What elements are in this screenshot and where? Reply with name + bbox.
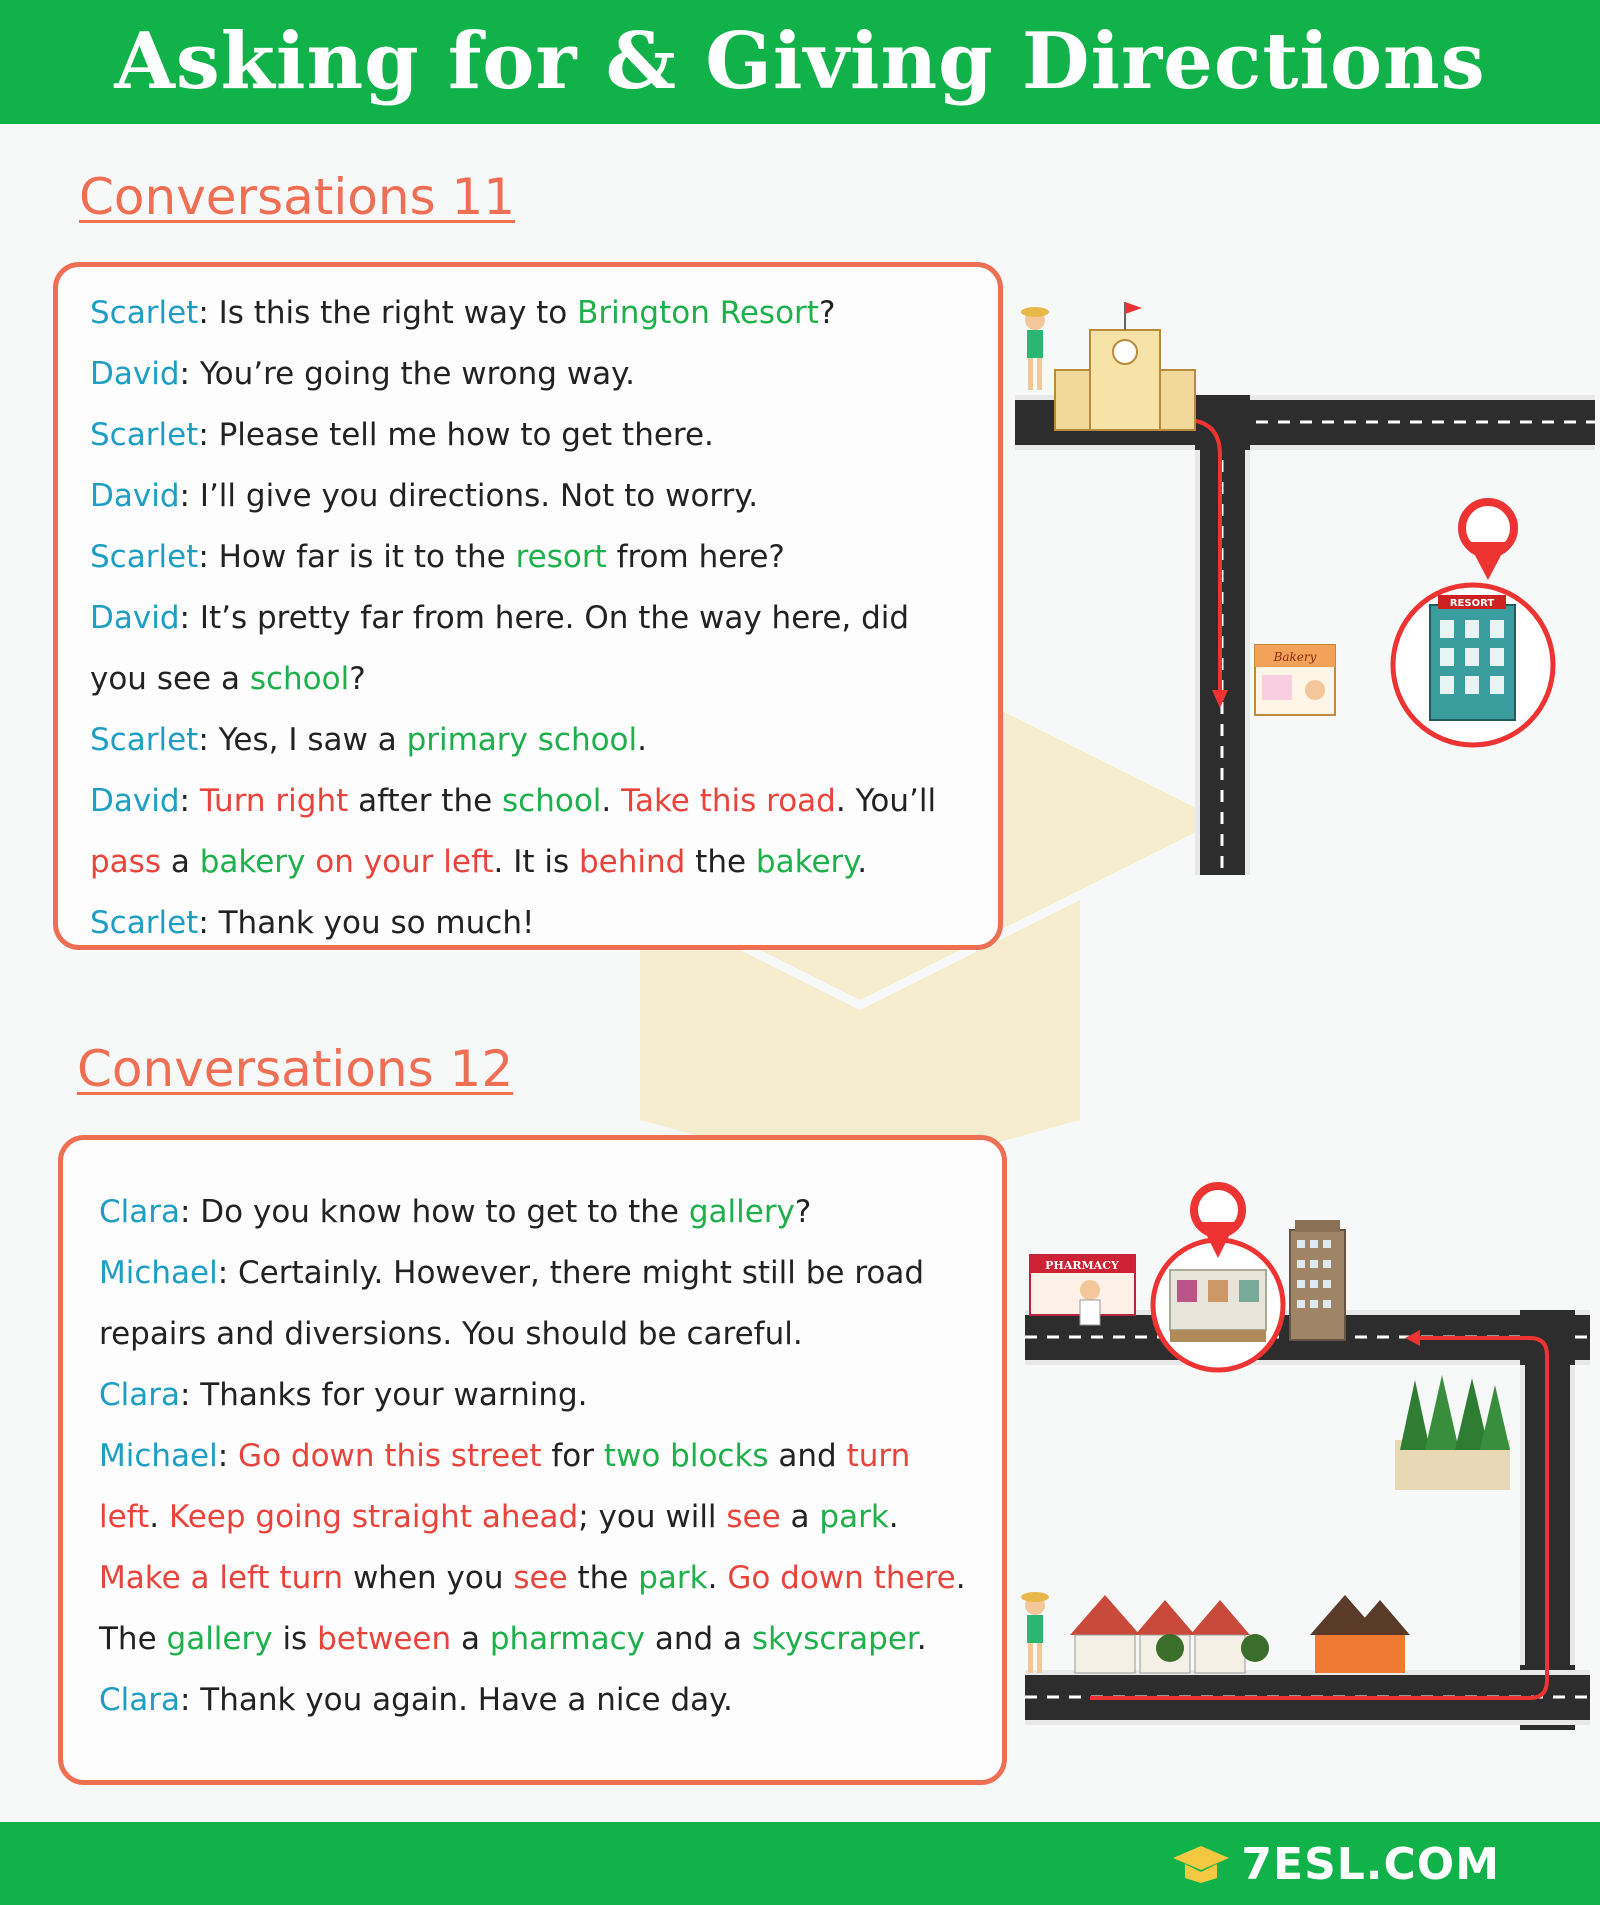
location-pin-icon [1462, 450, 1514, 580]
dialogue-text: . [916, 1621, 927, 1657]
dialogue-text: . It is [493, 844, 579, 880]
dialogue-line [90, 771, 998, 832]
speaker-name: Scarlet [90, 417, 199, 453]
dialogue-text: . [955, 1560, 966, 1596]
page-title: Asking for & Giving Directions [114, 16, 1486, 107]
dialogue-text: : [179, 783, 200, 819]
dialogue-line [90, 588, 998, 649]
dialogue-line [90, 466, 998, 527]
dialogue-text: . You’ll [835, 783, 937, 819]
footer-banner [0, 1822, 1600, 1905]
dialogue-line [90, 832, 998, 893]
dialogue-line [99, 1426, 1002, 1487]
dialogue-line [90, 893, 998, 954]
dialogue-text: ? [349, 661, 366, 697]
highlighted-phrase: primary school [406, 722, 638, 758]
dialogue-text: from here? [606, 539, 785, 575]
highlighted-phrase: school [502, 783, 602, 819]
dialogue-line [90, 527, 998, 588]
dialogue-text: the [685, 844, 756, 880]
dialogue-line [99, 1365, 1002, 1426]
highlighted-phrase: pharmacy [489, 1621, 645, 1657]
highlighted-phrase: left [99, 1499, 150, 1535]
highlighted-phrase: between [317, 1621, 452, 1657]
dialogue-text: . [707, 1560, 728, 1596]
dialogue-text: : How far is it to the [198, 539, 516, 575]
girl-figure-2 [1021, 1592, 1049, 1673]
site-logo [1171, 1836, 1500, 1892]
resort-sign-text: RESORT [1449, 598, 1495, 609]
dialogue-text: : Thanks for your warning. [180, 1377, 588, 1413]
dialogue-line [99, 1670, 1002, 1731]
speaker-name: Clara [99, 1377, 180, 1413]
title-banner [0, 0, 1600, 124]
dialogue-text: : Certainly. However, there might still be road [217, 1255, 925, 1291]
dialogue-line [99, 1182, 1002, 1243]
speaker-name: Scarlet [90, 722, 199, 758]
pharmacy-sign-text: PHARMACY [1045, 1259, 1119, 1272]
highlighted-phrase: gallery [166, 1621, 273, 1657]
dialogue-text: repairs and diversions. You should be careful. [99, 1316, 803, 1352]
girl-figure-1 [1021, 307, 1049, 390]
conversation-12-heading: Conversations 12 [77, 1040, 514, 1098]
highlighted-phrase: Keep going straight ahead [168, 1499, 579, 1535]
dialogue-text: is [272, 1621, 318, 1657]
dialogue-line [99, 1609, 1002, 1670]
dialogue-text: : Do you know how to get to the [180, 1194, 689, 1230]
speaker-name: David [90, 356, 180, 392]
dialogue-text: The [99, 1621, 167, 1657]
dialogue-text: : Thank you again. Have a nice day. [180, 1682, 733, 1718]
speaker-name: David [90, 600, 180, 636]
dialogue-text: a [780, 1499, 820, 1535]
dialogue-line [99, 1548, 1002, 1609]
map-illustration-resort [1010, 290, 1600, 880]
highlighted-phrase: bakery [755, 844, 858, 880]
highlighted-phrase: school [249, 661, 350, 697]
highlighted-phrase: see [726, 1499, 781, 1535]
dialogue-text: a [451, 1621, 490, 1657]
dialogue-line [90, 649, 998, 710]
dialogue-text: : I’ll give you directions. Not to worry. [179, 478, 759, 514]
dialogue-text: the [567, 1560, 639, 1596]
map-illustration-gallery [1010, 1180, 1600, 1750]
speaker-name: Clara [99, 1194, 180, 1230]
logo-text: 7ESL.COM [1241, 1838, 1500, 1890]
dialogue-text: . [149, 1499, 169, 1535]
skyscraper-building [1290, 1220, 1345, 1340]
dialogue-text: ? [818, 295, 836, 331]
dialogue-text: ; you will [578, 1499, 727, 1535]
highlighted-phrase: Go down this street [238, 1438, 542, 1474]
dialogue-text: : Is this the right way to [198, 295, 578, 331]
highlighted-phrase: turn [846, 1438, 911, 1474]
dialogue-text: : It’s pretty far from here. On the way here, did [179, 600, 910, 636]
dialogue-text: . [601, 783, 622, 819]
highlighted-phrase: Take this road [621, 783, 836, 819]
highlighted-phrase: Brington Resort [577, 295, 819, 331]
dialogue-line [99, 1304, 1002, 1365]
bakery-sign-text: Bakery [1273, 650, 1317, 664]
pharmacy-shop [1030, 1255, 1135, 1325]
speaker-name: Scarlet [90, 905, 199, 941]
conversation-11-heading: Conversations 11 [79, 168, 516, 226]
highlighted-phrase: see [513, 1560, 568, 1596]
dialogue-text: and [768, 1438, 847, 1474]
highlighted-phrase: bakery [199, 844, 306, 880]
highlighted-phrase: two blocks [603, 1438, 769, 1474]
dialogue-line [90, 344, 998, 405]
dialogue-text: : You’re going the wrong way. [179, 356, 635, 392]
dialogue-text: : Please tell me how to get there. [198, 417, 714, 453]
dialogue-text: . [637, 722, 647, 758]
dialogue-text: : [217, 1438, 239, 1474]
highlighted-phrase: behind [578, 844, 686, 880]
graduation-cap-icon [1171, 1844, 1231, 1884]
road-vertical [1195, 395, 1250, 875]
speaker-name: David [90, 478, 180, 514]
highlighted-phrase: pass [90, 844, 161, 880]
dialogue-text: . [857, 844, 868, 880]
school-building [1055, 302, 1195, 430]
dialogue-text: you see a [90, 661, 250, 697]
park-trees [1395, 1375, 1510, 1490]
gallery-marker [1153, 1240, 1283, 1370]
dialogue-line [99, 1243, 1002, 1304]
dialogue-line [90, 710, 998, 771]
highlighted-phrase: park [819, 1499, 889, 1535]
highlighted-phrase: on your left [315, 844, 494, 880]
speaker-name: Michael [99, 1438, 218, 1474]
dialogue-line [99, 1487, 1002, 1548]
conversation-12-box [58, 1135, 1007, 1785]
highlighted-phrase: Turn right [199, 783, 349, 819]
dialogue-text: after the [348, 783, 503, 819]
dialogue-text: : Thank you so much! [198, 905, 535, 941]
speaker-name: Michael [99, 1255, 218, 1291]
houses-row [1070, 1595, 1410, 1673]
speaker-name: Scarlet [90, 295, 199, 331]
speaker-name: Clara [99, 1682, 180, 1718]
highlighted-phrase: skyscraper [751, 1621, 917, 1657]
dialogue-line [90, 405, 998, 466]
dialogue-text: . [888, 1499, 899, 1535]
dialogue-text: : Yes, I saw a [198, 722, 407, 758]
dialogue-text: when you [343, 1560, 514, 1596]
bakery-shop [1255, 645, 1335, 715]
highlighted-phrase: resort [515, 539, 607, 575]
dialogue-text [305, 844, 315, 880]
speaker-name: Scarlet [90, 539, 199, 575]
dialogue-text: ? [794, 1194, 812, 1230]
dialogue-text: and a [644, 1621, 752, 1657]
highlighted-phrase: gallery [688, 1194, 795, 1230]
resort-marker [1393, 585, 1553, 745]
highlighted-phrase: Go down there [727, 1560, 956, 1596]
dialogue-text: a [160, 844, 200, 880]
highlighted-phrase: park [638, 1560, 708, 1596]
dialogue-line [90, 283, 998, 344]
dialogue-text: for [541, 1438, 604, 1474]
conversation-11-box [53, 262, 1003, 950]
highlighted-phrase: Make a left turn [99, 1560, 344, 1596]
speaker-name: David [90, 783, 180, 819]
